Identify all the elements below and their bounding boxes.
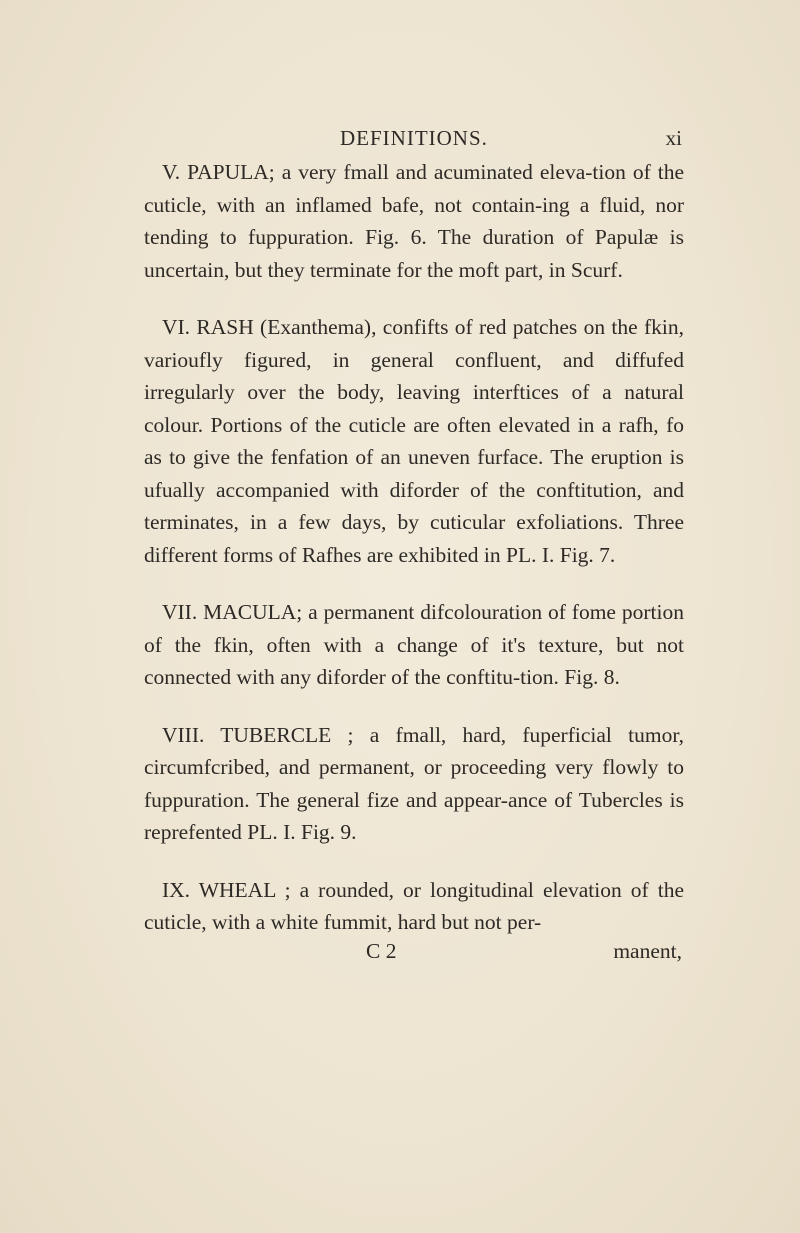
page-number: xi xyxy=(665,126,682,150)
catchword: manent, xyxy=(613,938,682,963)
running-title: DEFINITIONS. xyxy=(340,126,488,150)
definition-macula: VII. MACULA; a permanent difcolouration of fome portion of the fkin, often with a change of it's texture, but not connected with any diforder of the conftitu-tion. Fig. 8. xyxy=(144,600,684,689)
definition-rash: VI. RASH (Exanthema), confifts of red patches on the fkin, varioufly figured, in general confluent, and diffufed irregularly over the body, leaving interftices of a natural colour. Portions of the cuticle are often elevated in a rafh, fo as to give the fenfation of an uneven furface. The eruption is ufually accompanied with diforder of the conftitution, and terminates, in a few days, by cuticular exfoliations. Three different forms of Rafhes are exhibited in PL. I. Fig. 7. xyxy=(144,315,684,567)
definition-wheal: IX. WHEAL ; a rounded, or longitudinal elevation of the cuticle, with a white fummit, hard but not per- xyxy=(144,877,684,934)
definition-papula: V. PAPULA; a very fmall and acuminated eleva-tion of the cuticle, with an inflamed bafe, not contain-ing a fluid, nor tending to fuppuration. Fig. 6. The duration of Papulæ is uncertain, but they terminate for the moft part, in Scurf. xyxy=(144,160,684,282)
footer-line xyxy=(144,939,684,971)
running-header xyxy=(144,116,684,156)
signature-mark: C 2 xyxy=(366,938,397,963)
book-page xyxy=(144,116,684,971)
definition-tubercle: VIII. TUBERCLE ; a fmall, hard, fuperficial tumor, circumfcribed, and permanent, or proceeding very flowly to fuppuration. The general fize and appear-ance of Tubercles is reprefented PL. I. Fig. 9. xyxy=(144,722,684,844)
